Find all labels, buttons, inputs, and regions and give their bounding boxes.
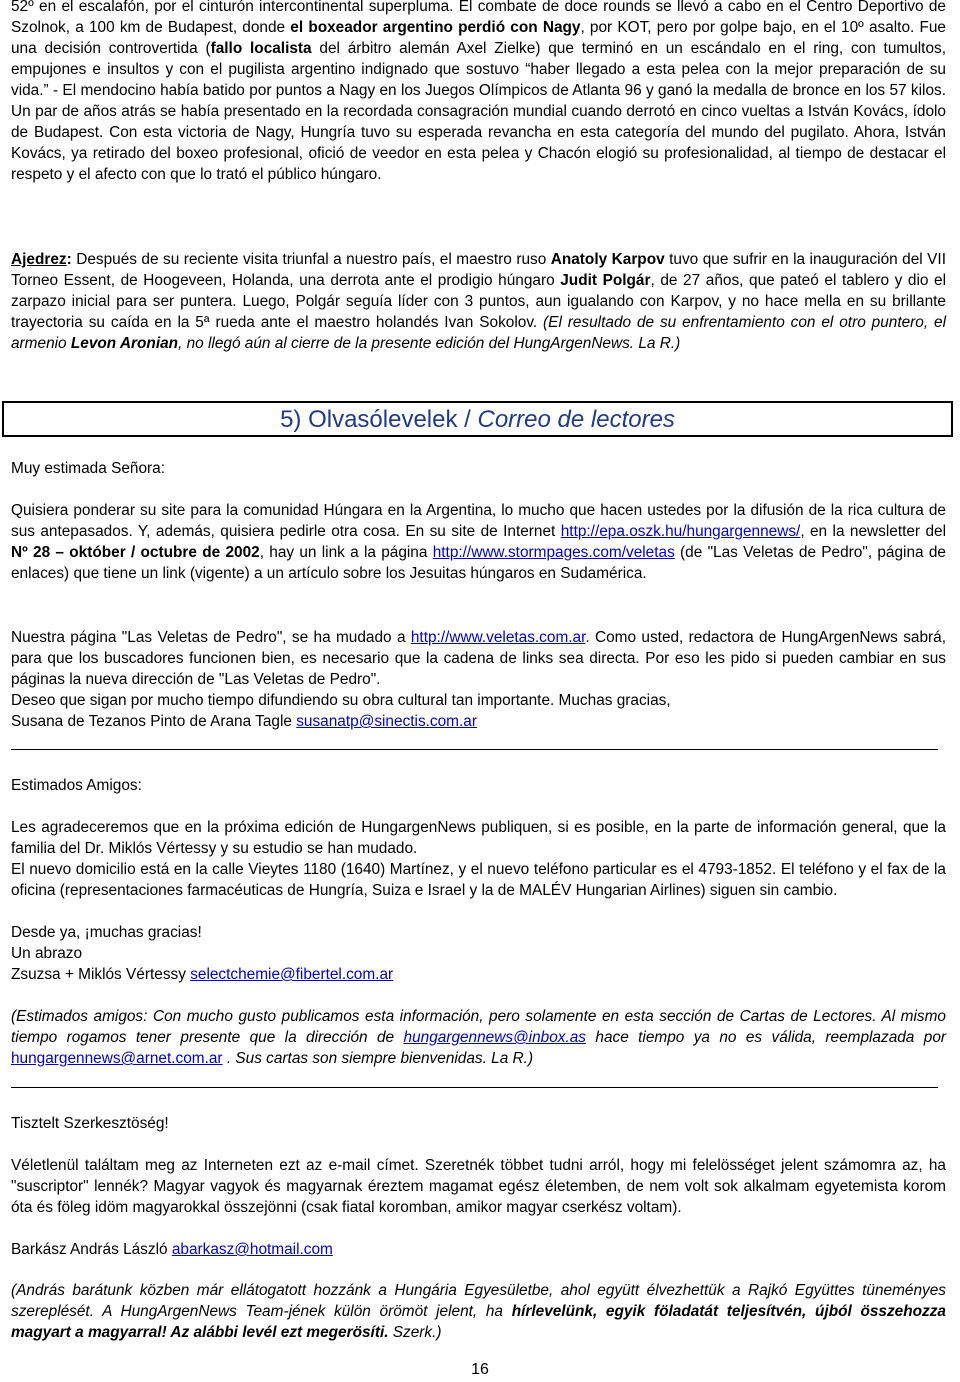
letter3-greeting: Tisztelt Szerkesztöség! (11, 1115, 169, 1132)
text-run: Szerk.) (388, 1324, 442, 1341)
bold-run: Judit Polgár (560, 272, 651, 289)
signature-name: Zsuzsa + Miklós Vértessy (11, 966, 191, 983)
signature-name: Susana de Tezanos Pinto de Arana Tagle (11, 713, 297, 730)
section-header-box (2, 401, 953, 437)
text-run: hace tiempo ya no es válida, reemplazada por (586, 1029, 946, 1046)
link-veletas[interactable]: http://www.veletas.com.ar (410, 629, 586, 646)
letter1-signature (11, 711, 477, 732)
text-run: , en la newsletter del (800, 523, 946, 540)
text-run: del árbitro alemán Axel Zielke) que terminó en un escándalo en el ring, con tumultos, empujones e insultos y con el pugilista argentino indignado que sostuvo “haber llegado a esta pelea con la mejor preparación de su vida.” - El mendocino había batido por puntos a Nagy en los Juegos Olímpicos de Atlanta 96 y ganó la medalla de bronce en los 57 kilos. Un par de años atrás se había presentado en la recordada consagración mundial cuando derrotó en cinco vueltas a István Kovács, ídolo de Budapest. Con esta victoria de Nagy, Hungría tuvo su esperada revancha en esta categoría del mundo del pugilato. Ahora, István Kovács, ya retirado del boxeo profesional, ofició de veedor en esta pelea y Chacón elogió su profesionalidad, al tiempo de destacar el respeto y el afecto con que lo trató el público húngaro. (11, 40, 946, 183)
letter3-editor-note (11, 1280, 946, 1343)
letter1-paragraph1 (11, 500, 946, 584)
letter1-line: Deseo que sigan por mucho tiempo difundiendo su obra cultural tan importante. Muchas gracias, (11, 692, 671, 709)
text-run: (András barátunk közben már ellátogatott hozzánk a Hungária Egyesületbe, ahol együtt élvezhettük a Rajkó Együttes tüneményes szereplését. A HungArgenNews Team-jének külön örömöt jelent, ha (11, 1282, 946, 1320)
text-run: (Estimados amigos: Con mucho gusto publicamos esta información, pero solamente en esta sección de Cartas de Lectores. Al mismo tiempo rogamos tener presente que la dirección de (11, 1008, 946, 1046)
text-run: tuvo que sufrir en la inauguración del VII Torneo Essent, de Hoogeveen, Holanda, una derrota ante el prodigio húngaro (11, 251, 946, 289)
letter2-para-b: El nuevo domicilio está en la calle Vieytes 1180 (1640) Martínez, y el nuevo teléfono particular es el 4793-1852. El teléfono y el fax de la oficina (representaciones farmacéuticas de Hungría, Suiza e Israel y la de MALÉV Hungarian Airlines) siguen sin cambio. (11, 861, 946, 899)
email-link[interactable]: hungargennews@inbox.as (403, 1029, 586, 1046)
link-stormpages[interactable]: http://www.stormpages.com/veletas (432, 544, 675, 561)
letter3-signature (11, 1239, 333, 1260)
italic-run: (El resultado de su enfrentamiento con el otro puntero, el armenio (11, 314, 947, 352)
italic-run: , no llegó aún al cierre de la presente edición del HungArgenNews. La R.) (178, 335, 681, 352)
text-run: . Como usted, redactora de HungArgenNews sabrá, para que los buscadores funcionen bien, es necesario que la cadena de links sea directa. Por eso les pido si pueden cambiar en sus páginas la nueva dirección de "Las Veletas de Pedro". (11, 629, 946, 688)
email-link[interactable]: hungargennews@arnet.com.ar (11, 1050, 223, 1067)
signature-name: Barkász András László (11, 1241, 172, 1258)
letter1-paragraph2 (11, 627, 946, 690)
bold-italic-run: hírlevelünk, egyik föladatát teljesítvén, újból összehozza magyart a magyarral! Az alábbi levél ezt megerösíti. (11, 1303, 946, 1341)
colon: : (66, 251, 77, 268)
text-run: . Sus cartas son siempre bienvenidas. La R.) (222, 1050, 534, 1067)
section-title-hu: Olvasólevelek (308, 406, 458, 433)
letter2-editor-note (11, 1006, 946, 1069)
bold-run: el boxeador argentino perdió con Nagy (290, 19, 581, 36)
chess-paragraph (11, 249, 946, 354)
section-title-es: Correo de lectores (477, 406, 675, 433)
text-run: Después de su reciente visita triunfal a nuestro país, el maestro ruso (76, 251, 551, 268)
bold-run: Anatoly Karpov (550, 251, 665, 268)
text-run: , de 27 años, que pateó el tablero y dio el zarpazo inicial para ser puntera. Luego, Polgár seguía líder con 3 puntos, aun igualando con Karpov, y no hace mella en su brillante trayectoria su caída en la 5ª rueda ante el maestro holandés Ivan Sokolov. (11, 272, 946, 331)
text-run: , hay un link a la página (259, 544, 433, 561)
letter3-para-a: Véletlenül találtam meg az Interneten ezt az e-mail címet. Szeretnék többet tudni arról, hogy mi felelösséget jelent számomra az, ha "suscriptor" lennék? Magyar vagyok és magyarnak éreztem magamat egész életemben, de nem volt sok alkalmam egyetemista korom óta és föleg idöm magyarokkal összejönni (csak fiatal koromban, amikor magyar cserkész voltam). (11, 1157, 946, 1216)
letter1-greeting: Muy estimada Señora: (11, 460, 165, 477)
divider (11, 749, 938, 750)
text-run: (de "Las Veletas de Pedro", página de enlaces) que tiene un link (vigente) a un artículo sobre los Jesuitas húngaros en Sudamérica. (11, 544, 946, 582)
letter2-para-a: Les agradeceremos que en la próxima edición de HungargenNews publiquen, si es posible, en la parte de información general, que la familia del Dr. Miklós Vértessy y su estudio se han mudado. (11, 819, 946, 857)
text-run: 52º en el escalafón, por el cinturón intercontinental superpluma. El combate de doce rounds se llevó a cabo en el Centro Deportivo de Szolnok, a 100 km de Budapest, donde (11, 0, 946, 36)
letter2-signature (11, 964, 393, 985)
section-title (4, 403, 951, 435)
link-epa[interactable]: http://epa.oszk.hu/hungargennews/ (560, 523, 801, 540)
email-link[interactable]: selectchemie@fibertel.com.ar (190, 966, 394, 983)
letter2-greeting: Estimados Amigos: (11, 777, 142, 794)
section-number: 5) (280, 406, 309, 433)
bold-run: Nº 28 – október / octubre de 2002 (11, 544, 260, 561)
text-run: Nuestra página "Las Veletas de Pedro", se ha mudado a (11, 629, 411, 646)
boxing-paragraph (11, 0, 946, 185)
section-sep: / (457, 406, 478, 433)
chess-label: Ajedrez (11, 251, 67, 268)
email-link[interactable]: susanatp@sinectis.com.ar (296, 713, 477, 730)
letter2-para-c: Desde ya, ¡muchas gracias! (11, 924, 202, 941)
page-number: 16 (471, 1361, 489, 1378)
divider (11, 1087, 938, 1088)
text-run: Quisiera ponderar su site para la comunidad Húngara en la Argentina, lo mucho que hacen ustedes por la difusión de la rica cultura de sus antepasados. Y, además, quisiera pedirle otra cosa. En su site de Internet (11, 502, 946, 540)
email-link[interactable]: abarkasz@hotmail.com (171, 1241, 333, 1258)
text-run: , por KOT, pero por golpe bajo, en el 10º asalto. Fue una decisión controvertida ( (11, 19, 946, 57)
bold-italic-run: Levon Aronian (70, 335, 179, 352)
letter2-para-d: Un abrazo (11, 945, 83, 962)
bold-run: fallo localista (210, 40, 312, 57)
